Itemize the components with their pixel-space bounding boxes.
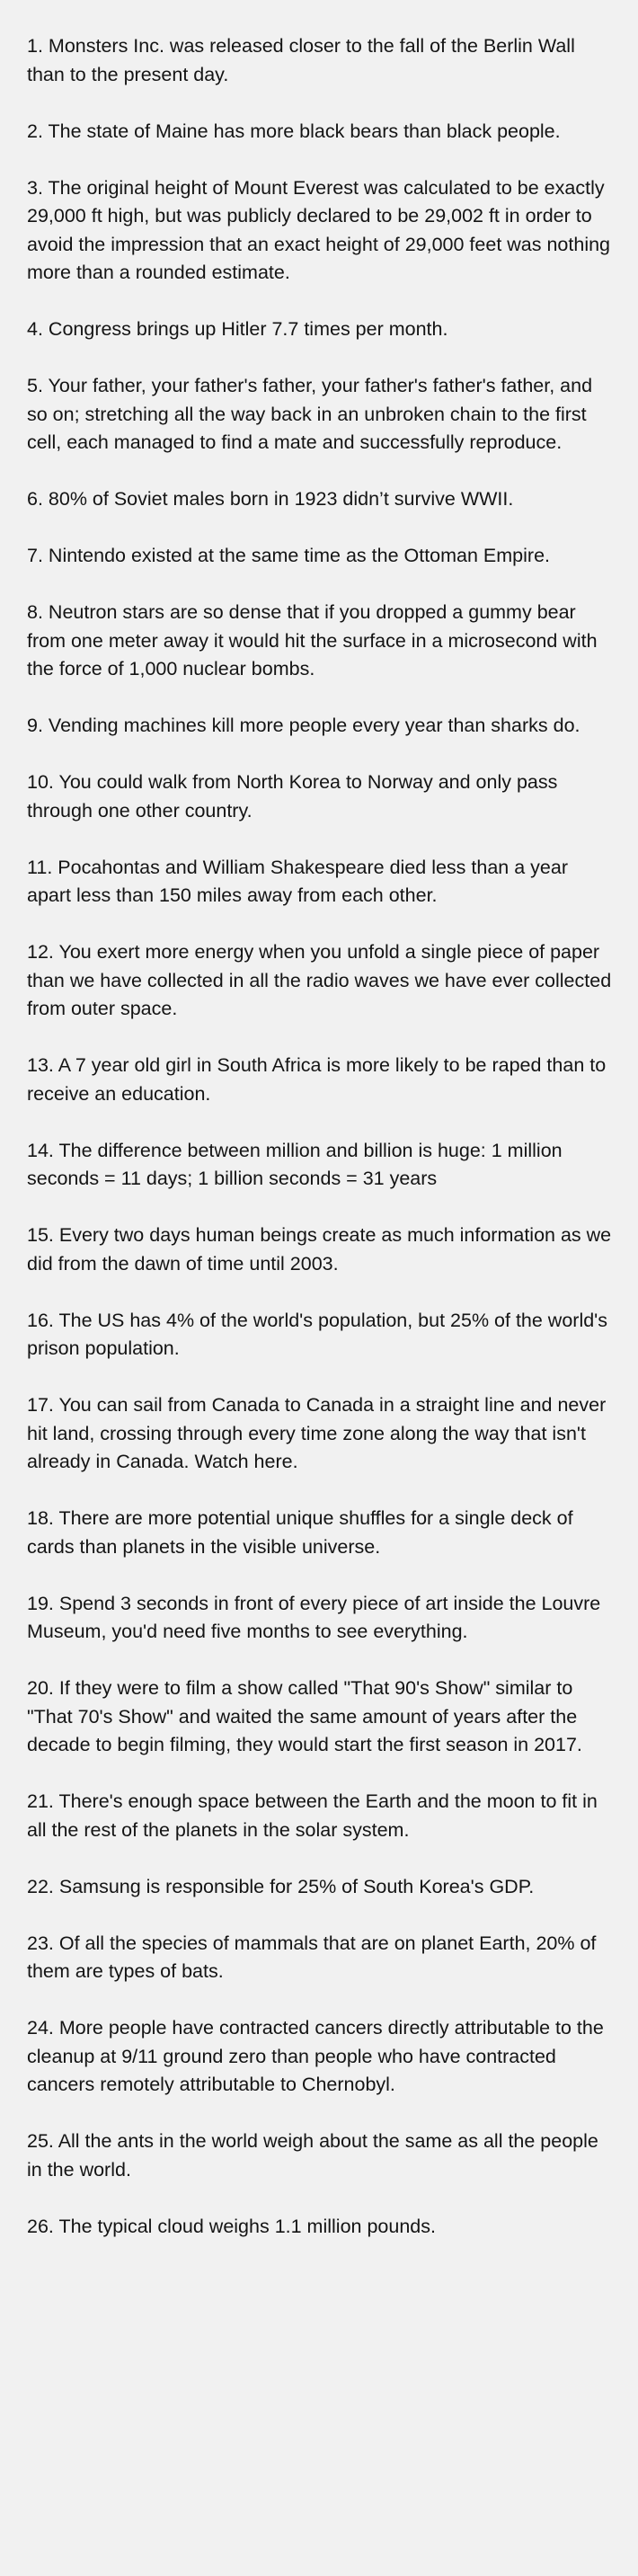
fact-number: 21.: [27, 1790, 54, 1812]
fact-item: [27, 1307, 616, 1364]
fact-text: Of all the species of mammals that are on planet Earth, 20% of them are types of bats.: [27, 1932, 597, 1982]
fact-number: 15.: [27, 1224, 54, 1246]
fact-text: A 7 year old girl in South Africa is more likely to be raped than to receive an education.: [27, 1054, 607, 1105]
fact-item: [27, 1221, 616, 1278]
fact-number: 22.: [27, 1875, 54, 1897]
fact-item: [27, 1052, 616, 1108]
fact-item: [27, 315, 616, 344]
fact-item: [27, 2213, 616, 2242]
fact-text: Spend 3 seconds in front of every piece of art inside the Louvre Museum, you'd need five months to see everything.: [27, 1592, 601, 1642]
fact-item: [27, 1873, 616, 1902]
fact-text: Nintendo existed at the same time as the Ottoman Empire.: [48, 545, 550, 566]
fact-number: 2.: [27, 120, 43, 142]
fact-item: [27, 854, 616, 910]
fact-number: 24.: [27, 2017, 54, 2039]
fact-text: The original height of Mount Everest was calculated to be exactly 29,000 ft high, but was publicly declared to be 29,002 ft in order to avoid the impression that an exact height of 29,000 feet was nothing more than a rounded estimate.: [27, 176, 611, 283]
fact-item: [27, 938, 616, 1024]
fact-number: 17.: [27, 1394, 54, 1416]
fact-item: [27, 1674, 616, 1760]
fact-number: 4.: [27, 318, 43, 340]
fact-item: [27, 542, 616, 571]
fact-number: 1.: [27, 35, 43, 57]
fact-number: 11.: [27, 856, 53, 878]
fact-item: [27, 1930, 616, 1986]
fact-number: 18.: [27, 1507, 54, 1529]
fact-text: Neutron stars are so dense that if you dropped a gummy bear from one meter away it would hit the surface in a microsecond with the force of 1,000 nuclear bombs.: [27, 601, 598, 680]
fact-item: [27, 712, 616, 741]
fact-item: [27, 1590, 616, 1647]
fact-text: Pocahontas and William Shakespeare died less than a year apart less than 150 miles away from each other.: [27, 856, 568, 906]
fact-number: 3.: [27, 176, 43, 199]
fact-number: 26.: [27, 2215, 54, 2237]
fact-item: [27, 32, 616, 89]
fact-text: Every two days human beings create as much information as we did from the dawn of time until 2003.: [27, 1224, 612, 1275]
fact-text: Vending machines kill more people every year than sharks do.: [48, 715, 580, 736]
fact-text: The typical cloud weighs 1.1 million pounds.: [58, 2215, 436, 2237]
fact-text: All the ants in the world weigh about the same as all the people in the world.: [27, 2130, 598, 2181]
fact-text: Monsters Inc. was released closer to the fall of the Berlin Wall than to the present day.: [27, 35, 575, 85]
fact-item: [27, 1505, 616, 1561]
fact-item: [27, 1137, 616, 1194]
fact-text: The US has 4% of the world's population, but 25% of the world's prison population.: [27, 1309, 608, 1359]
fact-item: [27, 2127, 616, 2184]
fact-text: Congress brings up Hitler 7.7 times per month.: [48, 318, 448, 340]
fact-text: You can sail from Canada to Canada in a straight line and never hit land, crossing through every time zone along the way that isn't already in Canada. Watch here.: [27, 1394, 607, 1472]
fact-number: 5.: [27, 375, 43, 396]
fact-text: The difference between million and billion is huge: 1 million seconds = 11 days; 1 billion seconds = 31 years: [27, 1139, 563, 1189]
fact-text: There are more potential unique shuffles for a single deck of cards than planets in the visible universe.: [27, 1507, 573, 1558]
fact-item: [27, 1788, 616, 1844]
fact-number: 14.: [27, 1139, 54, 1161]
fact-text: 80% of Soviet males born in 1923 didn’t survive WWII.: [48, 488, 514, 510]
fact-text: You exert more energy when you unfold a single piece of paper than we have collected in all the radio waves we have ever collected from outer space.: [27, 941, 612, 1019]
fact-text: The state of Maine has more black bears than black people.: [48, 120, 561, 142]
fact-number: 23.: [27, 1932, 54, 1954]
fact-text: If they were to film a show called "That 90's Show" similar to "That 70's Show" and waited the same amount of years after the decade to begin filming, they would start the first season in 2017.: [27, 1677, 582, 1755]
fact-item: [27, 768, 616, 825]
fact-number: 13.: [27, 1054, 54, 1076]
fact-text: There's enough space between the Earth and the moon to fit in all the rest of the planets in the solar system.: [27, 1790, 598, 1841]
fact-text: Your father, your father's father, your father's father's father, and so on; stretching all the way back in an unbroken chain to the first cell, each managed to find a mate and successfully reproduce.: [27, 375, 593, 453]
fact-item: [27, 1391, 616, 1477]
fact-text: More people have contracted cancers directly attributable to the cleanup at 9/11 ground zero than people who have contracted cancers remotely attributable to Chernobyl.: [27, 2017, 604, 2095]
fact-number: 12.: [27, 941, 54, 963]
fact-item: [27, 2014, 616, 2100]
fact-number: 6.: [27, 488, 43, 510]
fact-number: 16.: [27, 1309, 54, 1331]
fact-number: 25.: [27, 2130, 54, 2152]
fact-text: You could walk from North Korea to Norway and only pass through one other country.: [27, 771, 558, 822]
fact-item: [27, 485, 616, 514]
fact-item: [27, 372, 616, 457]
fact-item: [27, 118, 616, 147]
fact-item: [27, 174, 616, 288]
fact-number: 9.: [27, 715, 43, 736]
fact-number: 7.: [27, 545, 43, 566]
fact-number: 8.: [27, 601, 43, 623]
fact-number: 20.: [27, 1677, 54, 1699]
fact-item: [27, 599, 616, 684]
fact-text: Samsung is responsible for 25% of South Korea's GDP.: [58, 1875, 535, 1897]
fact-number: 19.: [27, 1592, 54, 1614]
fact-number: 10.: [27, 771, 54, 793]
